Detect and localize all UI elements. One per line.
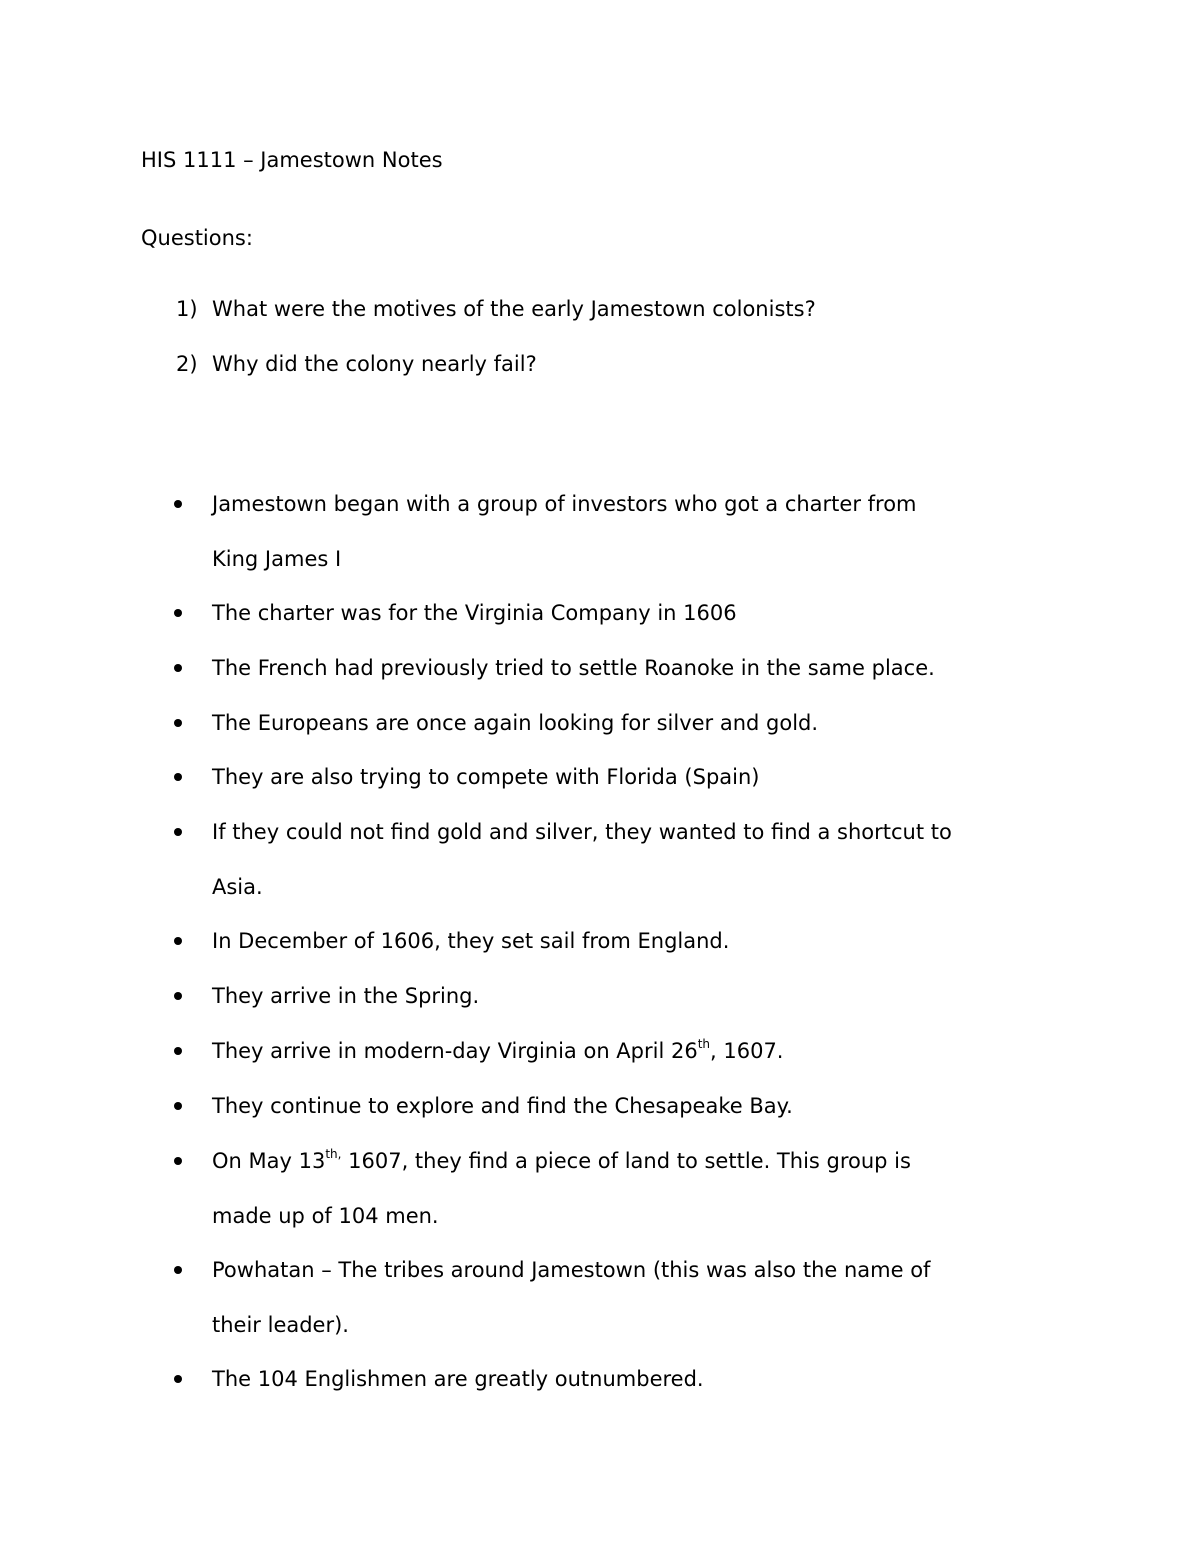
bullet-dot-icon: [174, 641, 184, 696]
bullet-text: [212, 914, 1072, 969]
bullet-text: [212, 969, 1072, 1024]
bullet-line: They continue to explore and find the Chesapeake Bay.: [212, 1094, 793, 1118]
bullet-text: [212, 750, 1072, 805]
bullet-text-part: 1607, they find a piece of land to settle. This group is: [341, 1149, 911, 1173]
bullet-dot-icon: [174, 969, 184, 1024]
bullet-text: [212, 641, 1072, 696]
bullet-text: [212, 805, 1072, 915]
question-text: Why did the colony nearly fail?: [212, 352, 537, 376]
bullet-line: King James I: [212, 547, 342, 571]
bullet-line: The 104 Englishmen are greatly outnumbered.: [212, 1367, 704, 1391]
bullet-line: Jamestown began with a group of investors who got a charter from: [212, 492, 917, 516]
bullet-line: Powhatan – The tribes around Jamestown (this was also the name of: [212, 1258, 931, 1282]
bullet-text: [212, 696, 1072, 751]
bullet-line: made up of 104 men.: [212, 1204, 439, 1228]
bullet-line: In December of 1606, they set sail from England.: [212, 929, 730, 953]
bullet-dot-icon: [174, 586, 184, 641]
bullet-text: [212, 586, 1072, 641]
bullet-dot-icon: [174, 477, 184, 532]
question-text: What were the motives of the early Jamestown colonists?: [212, 297, 816, 321]
bullet-text: [212, 1079, 1072, 1134]
bullet-dot-icon: [174, 914, 184, 969]
bullet-line: [212, 1134, 1072, 1189]
bullet-dot-icon: [174, 1243, 184, 1298]
bullet-text-part: On May 13: [212, 1149, 326, 1173]
bullet-text-part: , 1607.: [710, 1039, 784, 1063]
bullet-text: [212, 1024, 1072, 1079]
bullet-dot-icon: [174, 1079, 184, 1134]
bullet-line: The charter was for the Virginia Company in 1606: [212, 601, 737, 625]
bullet-line: They are also trying to compete with Florida (Spain): [212, 765, 760, 789]
bullet-dot-icon: [174, 750, 184, 805]
question-number: 1): [176, 297, 198, 321]
ordinal-suffix: th,: [325, 1147, 342, 1161]
bullet-line: If they could not find gold and silver, they wanted to find a shortcut to: [212, 820, 952, 844]
bullet-dot-icon: [174, 1024, 184, 1079]
bullet-line: The Europeans are once again looking for silver and gold.: [212, 711, 819, 735]
bullet-dot-icon: [174, 805, 184, 860]
bullet-text: [212, 477, 1072, 587]
bullet-text: [212, 1243, 1072, 1353]
bullet-dot-icon: [174, 1134, 184, 1189]
bullet-line: They arrive in the Spring.: [212, 984, 480, 1008]
bullet-dot-icon: [174, 696, 184, 751]
bullet-line: Asia.: [212, 875, 263, 899]
bullet-text-part: They arrive in modern-day Virginia on April 26: [212, 1039, 698, 1063]
ordinal-suffix: th: [697, 1037, 711, 1051]
bullet-line: The French had previously tried to settle Roanoke in the same place.: [212, 656, 935, 680]
bullet-text: [212, 1352, 1072, 1407]
questions-heading: Questions:: [141, 226, 253, 250]
question-number: 2): [176, 352, 198, 376]
bullet-line: [212, 1024, 1072, 1079]
bullet-text: [212, 1134, 1072, 1244]
document-title: HIS 1111 – Jamestown Notes: [141, 148, 443, 172]
bullet-line: their leader).: [212, 1313, 349, 1337]
bullet-dot-icon: [174, 1352, 184, 1407]
